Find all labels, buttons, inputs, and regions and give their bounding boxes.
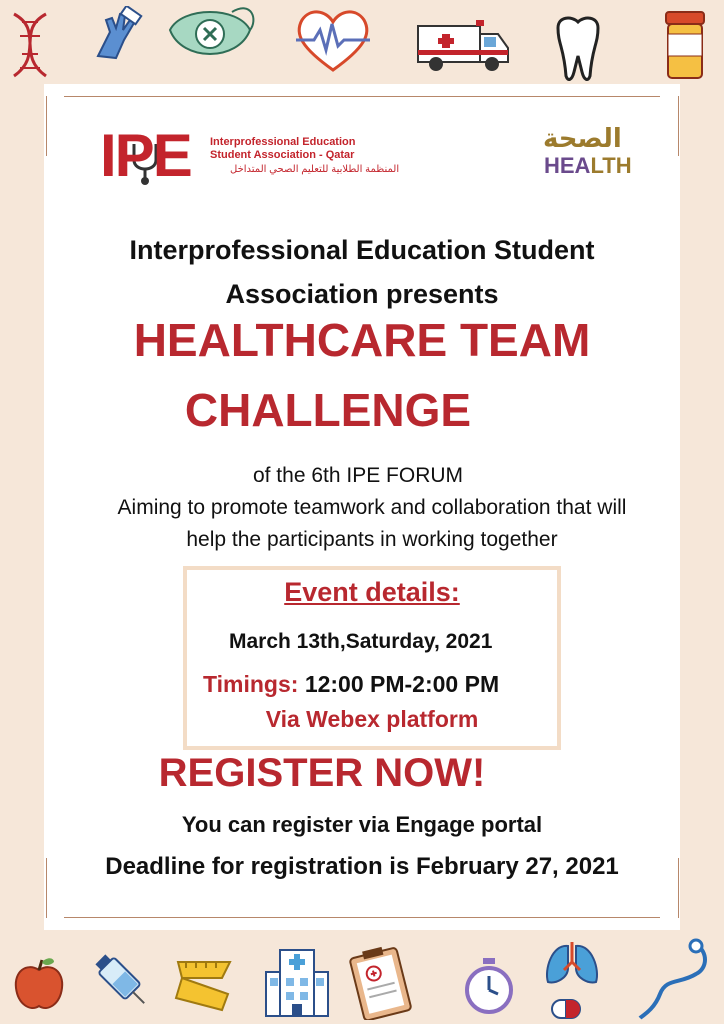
event-details-heading: Event details: (284, 577, 460, 607)
title-line2: CHALLENGE (184, 384, 472, 436)
lungs-icon (542, 940, 602, 986)
ipe-letters: IPE (100, 122, 191, 189)
event-details-box (183, 566, 561, 750)
ipe-logo-line1: Interprofessional Education (210, 136, 356, 148)
description-line3: help the participants in working together (186, 528, 558, 551)
timings-value: 12:00 PM-2:00 PM (304, 671, 500, 697)
clipboard-icon (346, 944, 416, 1020)
event-platform: Via Webex platform (265, 706, 479, 732)
frame-left-line (46, 96, 47, 156)
health-logo-part1: HEA (544, 153, 591, 178)
heartbeat-icon (292, 6, 374, 74)
timings-label: Timings: (203, 671, 299, 697)
register-now-heading: REGISTER NOW! (158, 751, 486, 795)
tooth-icon (550, 14, 606, 84)
event-date: March 13th,Saturday, 2021 (229, 630, 493, 653)
frame-bottom-line (64, 917, 660, 918)
register-portal-text: You can register via Engage portal (181, 812, 543, 837)
gloves-icon (90, 6, 146, 62)
description-line2: Aiming to promote teamwork and collaboration that will (117, 496, 627, 519)
ambulance-icon (414, 18, 512, 74)
health-logo-part2: LTH (590, 153, 632, 178)
title-line1: HEALTHCARE TEAM (133, 314, 591, 366)
tape-measure-icon (172, 954, 236, 1016)
capsule-pill-icon (548, 996, 584, 1024)
syringe-icon (92, 950, 154, 1014)
face-mask-icon (162, 0, 258, 72)
stopwatch-icon (462, 956, 516, 1016)
stethoscope-decor-icon (636, 938, 712, 1022)
hospital-icon (262, 946, 332, 1018)
apple-icon (12, 956, 66, 1014)
frame-top-line (64, 96, 660, 97)
ipe-logo-arabic: المنظمة الطلابية للتعليم الصحي المتداخل (230, 164, 400, 175)
ipe-logo (100, 124, 400, 192)
pill-bottle-icon (660, 8, 710, 82)
health-logo-arabic: الصحة (543, 123, 622, 153)
intro-line1: Interprofessional Education Student (129, 235, 595, 265)
frame-right-line (678, 96, 679, 156)
description (54, 460, 690, 556)
register-deadline-text: Deadline for registration is February 27, 2021 (105, 853, 619, 880)
intro-text (44, 228, 680, 316)
ipe-logo-line2: Student Association - Qatar (210, 149, 355, 161)
dna-icon (4, 10, 56, 80)
event-timings (203, 669, 499, 699)
description-line1: of the 6th IPE FORUM (252, 464, 464, 487)
health-logo-english (544, 154, 632, 178)
intro-line2: Association presents (225, 279, 499, 309)
